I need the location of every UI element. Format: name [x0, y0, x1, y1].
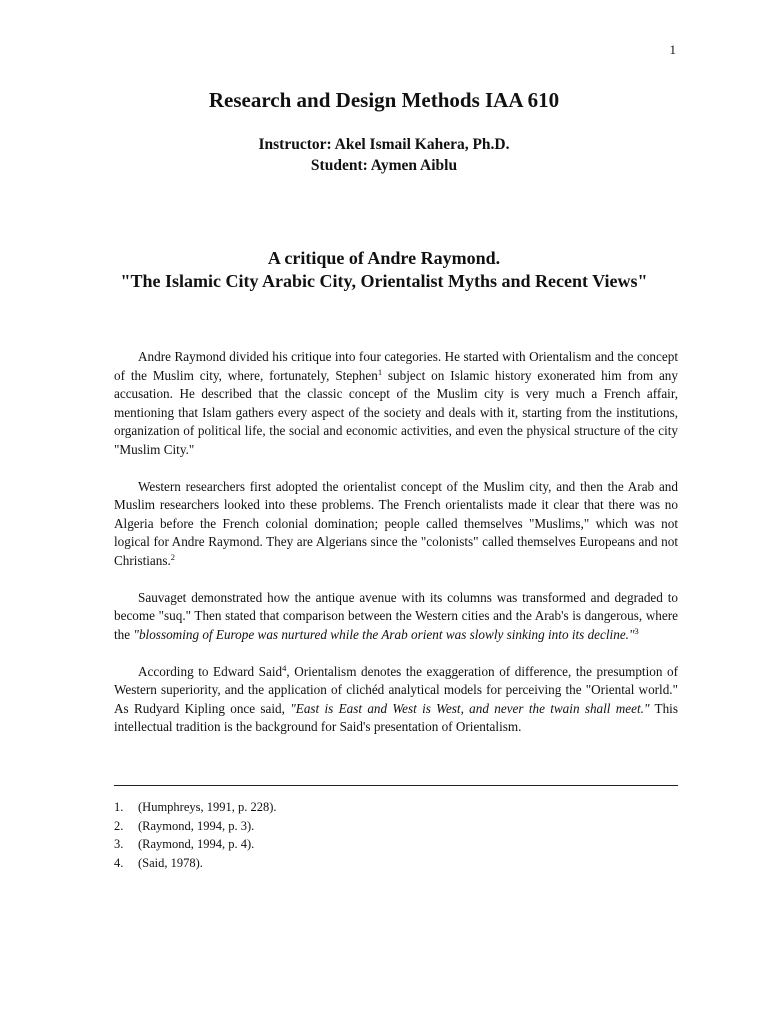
- footnote-ref-1: 1: [377, 366, 383, 377]
- footnote-text: (Said, 1978).: [138, 855, 203, 870]
- page-number: 1: [669, 42, 676, 57]
- footnote-divider: [114, 785, 678, 786]
- student-line: Student: Aymen Aiblu: [310, 157, 458, 174]
- paragraph-1: [114, 348, 678, 459]
- paragraph-4-text-b: , Orientalism denotes the exaggeration of difference, the presumption of Western superiority, and the application of clichéd analytical models for perceiving the "Oriental world." As Rudyard Kipling once said,: [114, 663, 678, 716]
- footnote-ref-2: 2: [170, 551, 176, 562]
- footnote-item: [114, 835, 514, 854]
- critique-heading: A critique of Andre Raymond.: [267, 248, 501, 268]
- footnote-item: [114, 817, 514, 836]
- paragraph-1-text-b: subject on Islamic history exonerated him from any accusation. He described that the classic concept of the Muslim city is very much a French affair, mentioning that Islam gathers every aspect of the society and deals with it, starting from the institutions, organization of political life, the social and economic activities, and even the physical structure of the city "Muslim City.": [114, 367, 678, 457]
- footnote-item: [114, 798, 514, 817]
- footnote-ref-4: 4: [282, 662, 287, 673]
- footnotes-list: [114, 798, 514, 872]
- paragraph-2-text: Western researchers first adopted the orientalist concept of the Muslim city, and then the Arab and Muslim researchers looked into these problems. The French orientalists made it clear that there was no Algeria before the French colonial domination; people called themselves "Muslims," which was not logical for Andre Raymond. They are Algerians since the "colonists" called themselves Europeans and not Christians.: [114, 478, 678, 568]
- paragraph-2: [114, 478, 678, 571]
- footnote-number: 2.: [114, 818, 124, 833]
- paragraph-4: [114, 663, 678, 737]
- course-title: Research and Design Methods IAA 610: [208, 88, 560, 112]
- paragraph-3-quote: "blossoming of Europe was nurtured while the Arab orient was slowly sinking into its decline.": [133, 626, 635, 642]
- footnote-text: (Raymond, 1994, p. 3).: [138, 818, 255, 833]
- body-text: [114, 348, 678, 755]
- paragraph-4-text-a: According to Edward Said: [138, 663, 283, 679]
- paragraph-3: [114, 589, 678, 645]
- paragraph-4-text-c: This intellectual tradition is the background for Said's presentation of Orientalism.: [114, 700, 678, 734]
- footnote-ref-3: 3: [634, 625, 639, 636]
- paragraph-1-text-a: Andre Raymond divided his critique into four categories. He started with Orientalism and the concept of the Muslim city, where, fortunately, Stephen: [114, 349, 678, 383]
- article-title: "The Islamic City Arabic City, Orientalist Myths and Recent Views": [120, 271, 648, 291]
- footnote-number: 4.: [114, 855, 124, 870]
- footnote-number: 1.: [114, 800, 124, 814]
- instructor-line: Instructor: Akel Ismail Kahera, Ph.D.: [258, 136, 510, 153]
- footnote-item: [114, 854, 514, 873]
- paragraph-3-text: Sauvaget demonstrated how the antique avenue with its columns was transformed and degraded to become "suq." Then stated that comparison between the Western cities and the Arab's is dangerous, where the: [114, 589, 678, 642]
- footnote-text: (Humphreys, 1991, p. 228).: [138, 800, 277, 814]
- footnote-number: 3.: [114, 837, 124, 851]
- footnote-text: (Raymond, 1994, p. 4).: [138, 837, 255, 851]
- paragraph-4-quote: "East is East and West is West, and never the twain shall meet.": [290, 700, 650, 716]
